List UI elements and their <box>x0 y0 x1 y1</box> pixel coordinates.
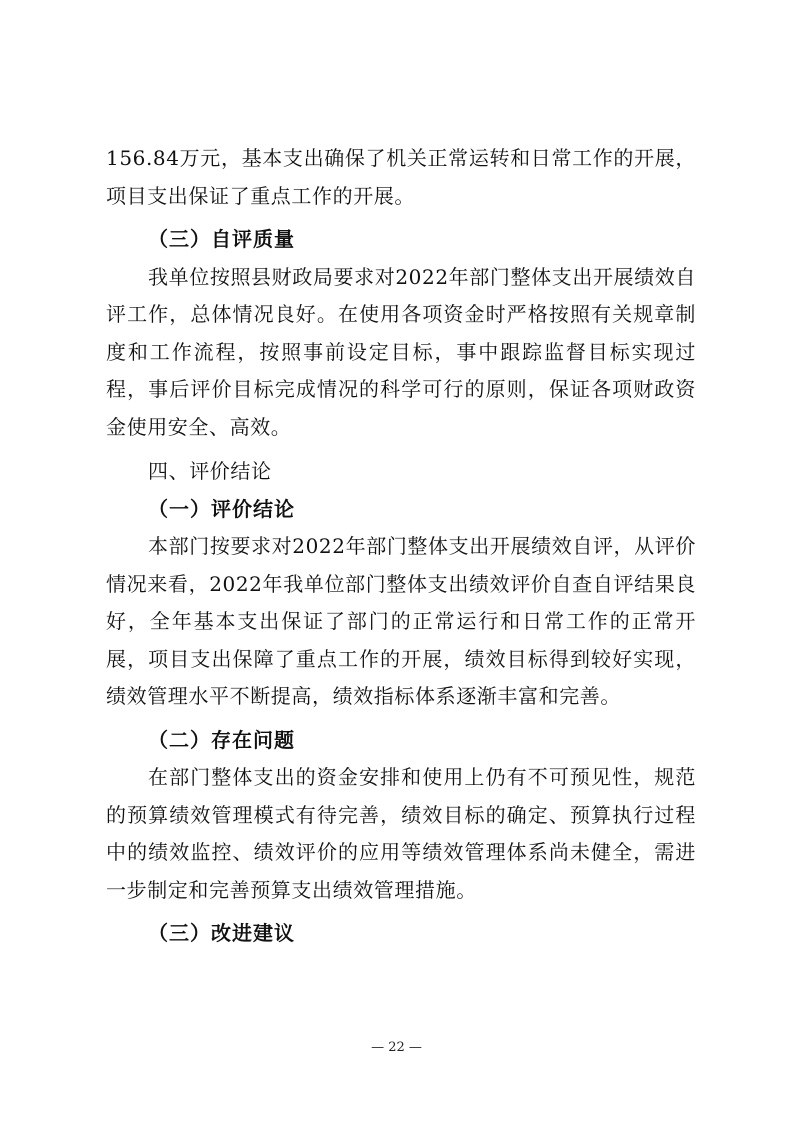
document-body <box>106 140 696 953</box>
paragraph-continuation: 156.84万元，基本支出确保了机关正常运转和日常工作的开展，项目支出保证了重点工作的开展。 <box>106 146 696 208</box>
chapter-heading-evaluation-conclusion: 四、评价结论 <box>148 459 272 483</box>
section-heading-improvement-suggestions: （三）改进建议 <box>148 921 295 945</box>
paragraph-self-evaluation: 我单位按照县财政局要求对2022年部门整体支出开展绩效自评工作，总体情况良好。在使用各项资金时严格按照有关规章制度和工作流程，按照事前设定目标，事中跟踪监督目标实现过程，事后评价目标完成情况的科学可行的原则，保证各项财政资金使用安全、高效。 <box>106 264 696 439</box>
section-heading-existing-problems: （二）存在问题 <box>148 727 295 752</box>
section-heading-evaluation-conclusion: （一）评价结论 <box>148 496 295 521</box>
page-number: — 22 — <box>371 1040 422 1055</box>
paragraph-conclusion: 本部门按要求对2022年部门整体支出开展绩效自评，从评价情况来看，2022年我单位部门整体支出绩效评价自查自评结果良好，全年基本支出保证了部门的正常运行和日常工作的正常开展，项目支出保障了重点工作的开展，绩效目标得到较好实现，绩效管理水平不断提高，绩效指标体系逐渐丰富和完善。 <box>106 534 696 708</box>
paragraph-problems: 在部门整体支出的资金安排和使用上仍有不可预见性，规范的预算绩效管理模式有待完善，绩效目标的确定、预算执行过程中的绩效监控、绩效评价的应用等绩效管理体系尚未健全，需进一步制定和完善预算支出绩效管理措施。 <box>106 765 696 902</box>
section-heading-self-evaluation-quality: （三）自评质量 <box>148 227 295 251</box>
